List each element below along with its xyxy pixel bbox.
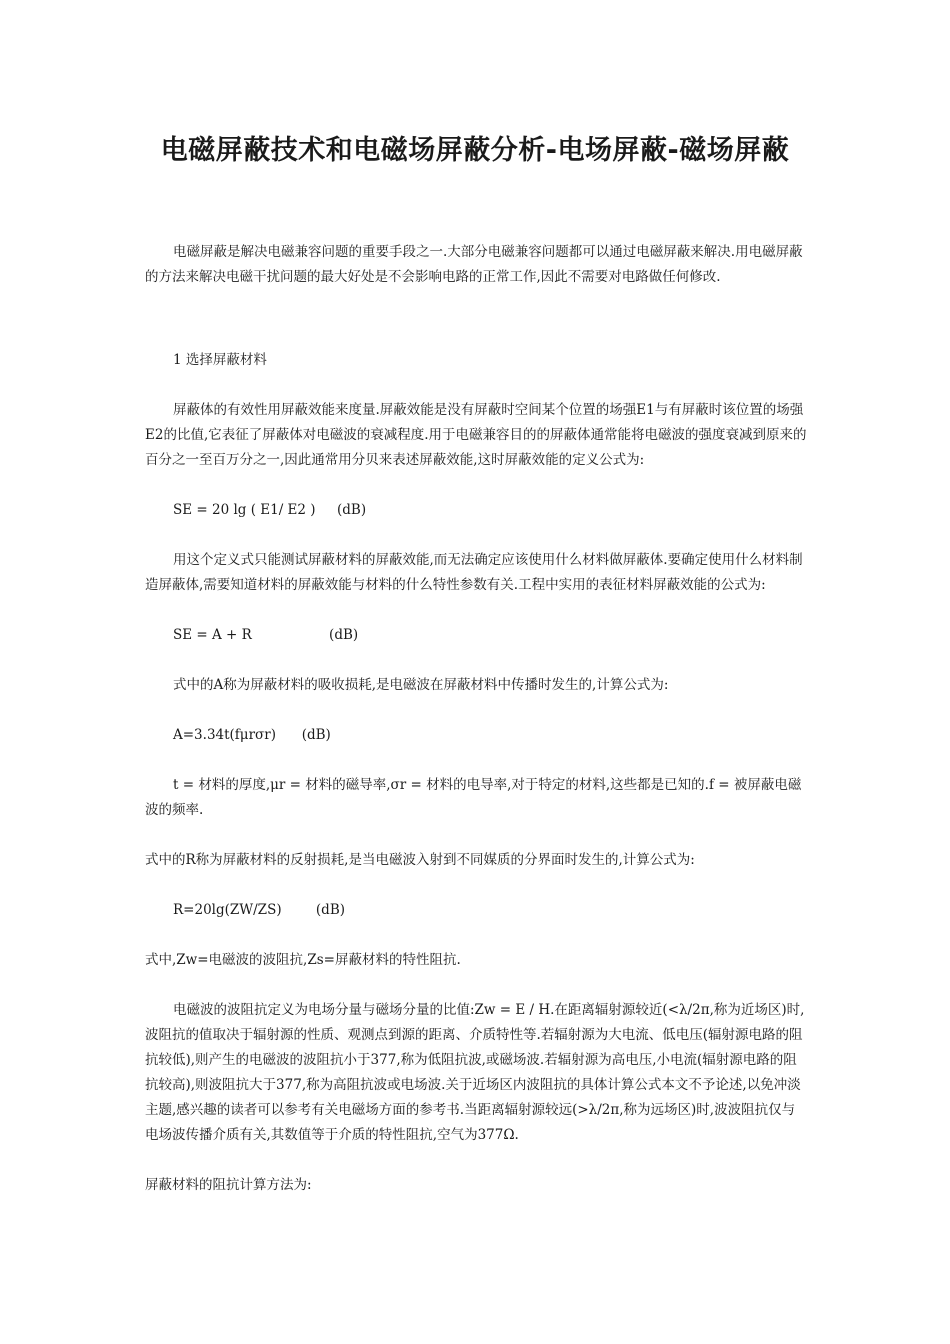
impedance-definition: 式中,Zw=电磁波的波阻抗,Zs=屏蔽材料的特性阻抗. xyxy=(145,952,461,968)
practical-formula-paragraph: 用这个定义式只能测试屏蔽材料的屏蔽效能,而无法确定应该使用什么材料做屏蔽体.要确定使用什么材料制造屏蔽体,需要知道材料的屏蔽效能与材料的什么特性参数有关.工程中实用的表征材料屏蔽效能的公式为: xyxy=(145,552,803,593)
wave-impedance-paragraph: 电磁波的波阻抗定义为电场分量与磁场分量的比值:Zw = E / H.在距离辐射源较近(<λ/2π,称为近场区)时,波阻抗的值取决于辐射源的性质、观测点到源的距离、介质特性等.若辐射源为大电流、低电压(辐射源电路的阻抗较低),则产生的电磁波的波阻抗小于377,称为低阻抗波,或磁场波.若辐射源为高电压,小电流(辐射源电路的阻抗较高),则波阻抗大于377,称为高阻抗波或电场波.关于近场区内波阻抗的具体计算公式本文不予论述,以免冲淡主题,感兴趣的读者可以参考有关电磁场方面的参考书.当距离辐射源较远(>λ/2π,称为远场区)时,波波阻抗仅与电场波传播介质有关,其数值等于介质的特性阻抗,空气为377Ω. xyxy=(145,1002,805,1143)
intro-paragraph: 电磁屏蔽是解决电磁兼容问题的重要手段之一.大部分电磁兼容问题都可以通过电磁屏蔽来解决.用电磁屏蔽的方法来解决电磁干扰问题的最大好处是不会影响电路的正常工作,因此不需要对电路做任何修改. xyxy=(145,244,803,285)
reflection-paragraph: 式中的R称为屏蔽材料的反射损耗,是当电磁波入射到不同媒质的分界面时发生的,计算公式为: xyxy=(145,852,695,868)
effectiveness-paragraph: 屏蔽体的有效性用屏蔽效能来度量.屏蔽效能是没有屏蔽时空间某个位置的场强E1与有屏蔽时该位置的场强E2的比值,它表征了屏蔽体对电磁波的衰减程度.用于电磁兼容目的的屏蔽体通常能将电磁波的强度衰减到原来的百分之一至百万分之一,因此通常用分贝来表述屏蔽效能,这时屏蔽效能的定义公式为: xyxy=(145,402,807,468)
material-impedance-paragraph: 屏蔽材料的阻抗计算方法为: xyxy=(145,1177,312,1193)
page-title: 电磁屏蔽技术和电磁场屏蔽分析-电场屏蔽-磁场屏蔽 xyxy=(160,135,790,166)
parameters-paragraph: t = 材料的厚度,μr = 材料的磁导率,σr = 材料的电导率,对于特定的材料,这些都是已知的.f = 被屏蔽电磁波的频率. xyxy=(145,777,802,818)
formula-absorption: A=3.34t(fμrσr) (dB) xyxy=(173,727,331,743)
absorption-paragraph: 式中的A称为屏蔽材料的吸收损耗,是电磁波在屏蔽材料中传播时发生的,计算公式为: xyxy=(173,677,669,693)
formula-se-sum: SE = A + R (dB) xyxy=(173,627,359,643)
section-heading: 1 选择屏蔽材料 xyxy=(173,352,267,368)
formula-se-definition: SE = 20 lg ( E1/ E2 ) (dB) xyxy=(173,502,367,518)
document-body xyxy=(145,240,807,1198)
formula-reflection: R=20lg(ZW/ZS) (dB) xyxy=(173,902,346,918)
